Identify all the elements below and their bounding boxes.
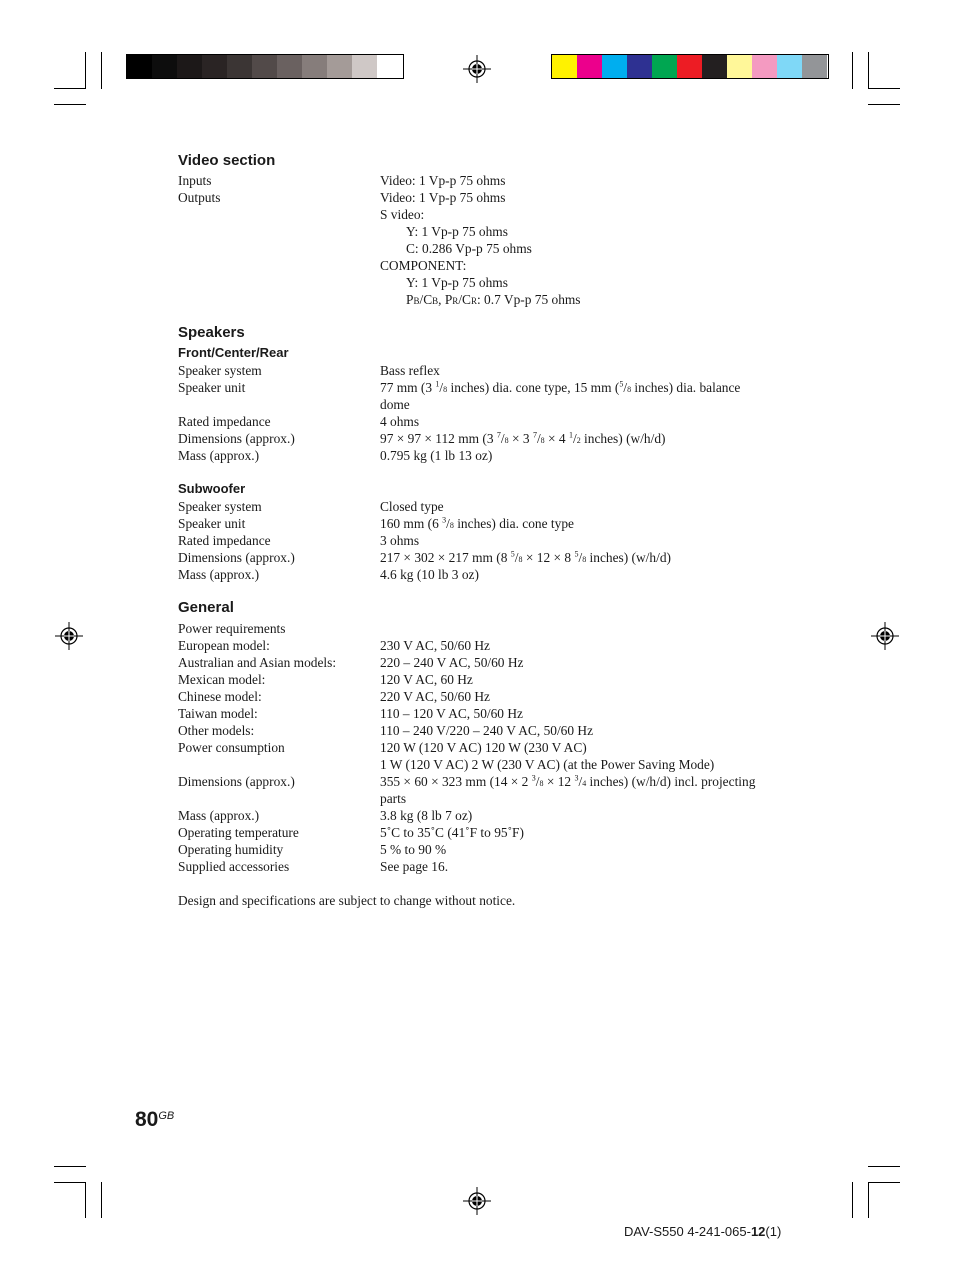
gray-swatch [202, 55, 227, 78]
spec-label: Speaker unit [178, 380, 246, 395]
spec-value: Video: 1 Vp-p 75 ohms [380, 173, 506, 188]
registration-target-icon [463, 1187, 491, 1215]
color-swatch [627, 55, 652, 78]
gray-swatch [127, 55, 152, 78]
crop-mark-line [54, 104, 86, 105]
spec-label: Dimensions (approx.) [178, 431, 295, 446]
spec-value: 0.795 kg (1 lb 13 oz) [380, 448, 493, 463]
crop-mark-line [868, 1182, 869, 1218]
video-section-heading: Video section [178, 152, 276, 169]
crop-mark-line [868, 1182, 900, 1183]
color-swatch [577, 55, 602, 78]
spec-value: parts [380, 791, 407, 806]
spec-value: 3.8 kg (8 lb 7 oz) [380, 808, 473, 823]
color-calibration-bar [551, 54, 829, 79]
spec-value: 220 – 240 V AC, 50/60 Hz [380, 655, 524, 670]
spec-label: Dimensions (approx.) [178, 550, 295, 565]
spec-label: Chinese model: [178, 689, 262, 704]
gray-calibration-bar [126, 54, 404, 79]
spec-label: Operating temperature [178, 825, 299, 840]
spec-value: 4.6 kg (10 lb 3 oz) [380, 567, 479, 582]
crop-mark-line [101, 1182, 102, 1218]
spec-value: 160 mm (6 $^3$/8 inches) dia. cone type [380, 515, 574, 531]
color-swatch [652, 55, 677, 78]
spec-label: Speaker unit [178, 516, 246, 531]
gray-swatch [252, 55, 277, 78]
spec-label: Outputs [178, 190, 221, 205]
color-swatch [752, 55, 777, 78]
color-swatch [702, 55, 727, 78]
spec-value: 110 – 240 V/220 – 240 V AC, 50/60 Hz [380, 723, 594, 738]
crop-mark-line [54, 1166, 86, 1167]
crop-mark-line [852, 1182, 853, 1218]
crop-mark-line [868, 88, 900, 89]
spec-value: 110 – 120 V AC, 50/60 Hz [380, 706, 523, 721]
crop-mark-line [85, 52, 86, 89]
spec-value: 5 % to 90 % [380, 842, 447, 857]
spec-label: Rated impedance [178, 414, 271, 429]
crop-mark-line [101, 52, 102, 89]
spec-label: Australian and Asian models: [178, 655, 337, 670]
spec-label: Power consumption [178, 740, 285, 755]
spec-value: 3 ohms [380, 533, 420, 548]
crop-mark-line [868, 104, 900, 105]
crop-mark-line [54, 88, 86, 89]
spec-value: 355 × 60 × 323 mm (14 × 2 $^3$/8 × 12 $^3$/4 inches) (w/h/d) incl. projecting [380, 773, 756, 789]
spec-label: Mexican model: [178, 672, 266, 687]
spec-label: Taiwan model: [178, 706, 258, 721]
spec-label: Mass (approx.) [178, 448, 260, 463]
crop-mark-line [868, 1166, 900, 1167]
speakers-heading: Speakers [178, 324, 245, 341]
crop-mark-line [868, 52, 869, 89]
gray-swatch [302, 55, 327, 78]
spec-label: Power requirements [178, 621, 286, 636]
front-center-rear-subheading: Front/Center/Rear [178, 345, 289, 360]
spec-value: See page 16. [380, 859, 449, 874]
registration-target-icon [55, 622, 83, 650]
spec-value: S video: [380, 207, 425, 222]
spec-value: Bass reflex [380, 363, 440, 378]
spec-value: Closed type [380, 499, 444, 514]
spec-value: C: 0.286 Vp-p 75 ohms [406, 241, 532, 256]
spec-value: 5˚C to 35˚C (41˚F to 95˚F) [380, 825, 524, 840]
spec-label: Inputs [178, 173, 212, 188]
gray-swatch [277, 55, 302, 78]
spec-value: Y: 1 Vp-p 75 ohms [406, 275, 508, 290]
specification-notice: Design and specifications are subject to change without notice. [178, 893, 516, 908]
general-heading: General [178, 599, 234, 616]
spec-label: Speaker system [178, 363, 262, 378]
page-number: $80^{GB}$ [135, 1108, 175, 1131]
gray-swatch [177, 55, 202, 78]
color-swatch [602, 55, 627, 78]
color-swatch [802, 55, 827, 78]
spec-value: 77 mm (3 $^1$/8 inches) dia. cone type, 15 mm ($^5$/8 inches) dia. balance [380, 379, 741, 395]
color-swatch [777, 55, 802, 78]
color-swatch [727, 55, 752, 78]
color-swatch [552, 55, 577, 78]
gray-swatch [152, 55, 177, 78]
gray-swatch [227, 55, 252, 78]
spec-value: Y: 1 Vp-p 75 ohms [406, 224, 508, 239]
spec-value: 120 V AC, 60 Hz [380, 672, 473, 687]
spec-value: 97 × 97 × 112 mm (3 $^7$/8 × 3 $^7$/8 × 4 $^1$/2 inches) (w/h/d) [380, 430, 666, 446]
spec-value: PB/CB, PR/CR: 0.7 Vp-p 75 ohms [406, 292, 581, 307]
spec-value: 217 × 302 × 217 mm (8 $^5$/8 × 12 × 8 $^5$/8 inches) (w/h/d) [380, 549, 671, 565]
spec-label: Rated impedance [178, 533, 271, 548]
spec-value: 120 W (120 V AC) 120 W (230 V AC) [380, 740, 587, 755]
spec-label: Mass (approx.) [178, 567, 260, 582]
spec-label: Mass (approx.) [178, 808, 260, 823]
crop-mark-line [852, 52, 853, 89]
spec-value: Video: 1 Vp-p 75 ohms [380, 190, 506, 205]
registration-target-icon [463, 55, 491, 83]
page-number-suffix: GB [158, 1110, 175, 1122]
spec-value: 1 W (120 V AC) 2 W (230 V AC) (at the Power Saving Mode) [380, 757, 715, 772]
footer-model-code: DAV-S550 4-241-065-12(1) [624, 1224, 782, 1239]
crop-mark-line [85, 1182, 86, 1218]
spec-value: 220 V AC, 50/60 Hz [380, 689, 490, 704]
spec-value: COMPONENT: [380, 258, 467, 273]
spec-label: European model: [178, 638, 270, 653]
spec-label: Dimensions (approx.) [178, 774, 295, 789]
spec-label: Supplied accessories [178, 859, 290, 874]
spec-value: 230 V AC, 50/60 Hz [380, 638, 490, 653]
color-swatch [677, 55, 702, 78]
subwoofer-subheading: Subwoofer [178, 481, 246, 496]
gray-swatch [327, 55, 352, 78]
spec-label: Other models: [178, 723, 255, 738]
spec-value: dome [380, 397, 410, 412]
spec-label: Speaker system [178, 499, 262, 514]
spec-label: Operating humidity [178, 842, 284, 857]
crop-mark-line [54, 1182, 86, 1183]
spec-value: 4 ohms [380, 414, 420, 429]
registration-target-icon [871, 622, 899, 650]
gray-swatch [352, 55, 377, 78]
gray-swatch [377, 55, 402, 78]
